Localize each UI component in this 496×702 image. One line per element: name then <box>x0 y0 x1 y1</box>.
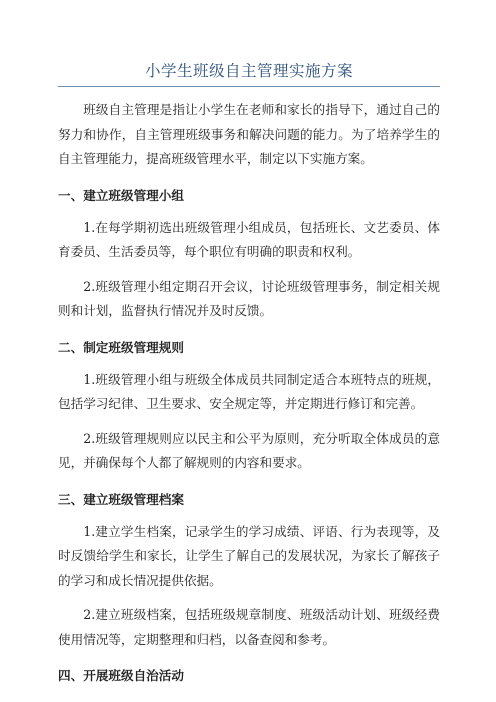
section-3 <box>58 488 440 653</box>
section-4 <box>58 664 440 688</box>
section-heading: 三、建立班级管理档案 <box>58 491 184 507</box>
title-underline <box>58 86 440 87</box>
intro-paragraph: 班级自主管理是指让小学生在老师和家长的指导下，通过自己的努力和协作，自主管理班级事务和解决问题的能力。为了培养学生的自主管理能力，提高班级管理水平，制定以下实施方案。 <box>58 102 440 166</box>
section-item: 2.班级管理规则应以民主和公平为原则，充分听取全体成员的意见，并确保每个人都了解规则的内容和要求。 <box>58 430 440 470</box>
section-item: 1.班级管理小组与班级全体成员共同制定适合本班特点的班规，包括学习纪律、卫生要求、安全规定等，并定期进行修订和完善。 <box>58 371 440 411</box>
section-1 <box>58 184 440 324</box>
section-heading: 一、建立班级管理小组 <box>58 187 184 203</box>
section-item: 1.建立学生档案，记录学生的学习成绩、评语、行为表现等，及时反馈给学生和家长，让学生了解自己的发展状况，为家长了解孩子的学习和成长情况提供依据。 <box>58 523 440 588</box>
section-item: 2.班级管理小组定期召开会议，讨论班级管理事务，制定相关规则和计划，监督执行情况并及时反馈。 <box>58 278 440 318</box>
section-item: 1.在每学期初选出班级管理小组成员，包括班长、文艺委员、体育委员、生活委员等，每个职位有明确的职责和权利。 <box>58 219 440 259</box>
section-heading: 四、开展班级自治活动 <box>58 668 184 683</box>
document-title: 小学生班级自主管理实施方案 <box>144 62 353 80</box>
section-2 <box>58 336 440 476</box>
section-heading: 二、制定班级管理规则 <box>58 339 184 355</box>
section-item: 2.建立班级档案，包括班级规章制度、班级活动计划、班级经费使用情况等，定期整理和归档，以备查阅和参考。 <box>58 607 440 647</box>
